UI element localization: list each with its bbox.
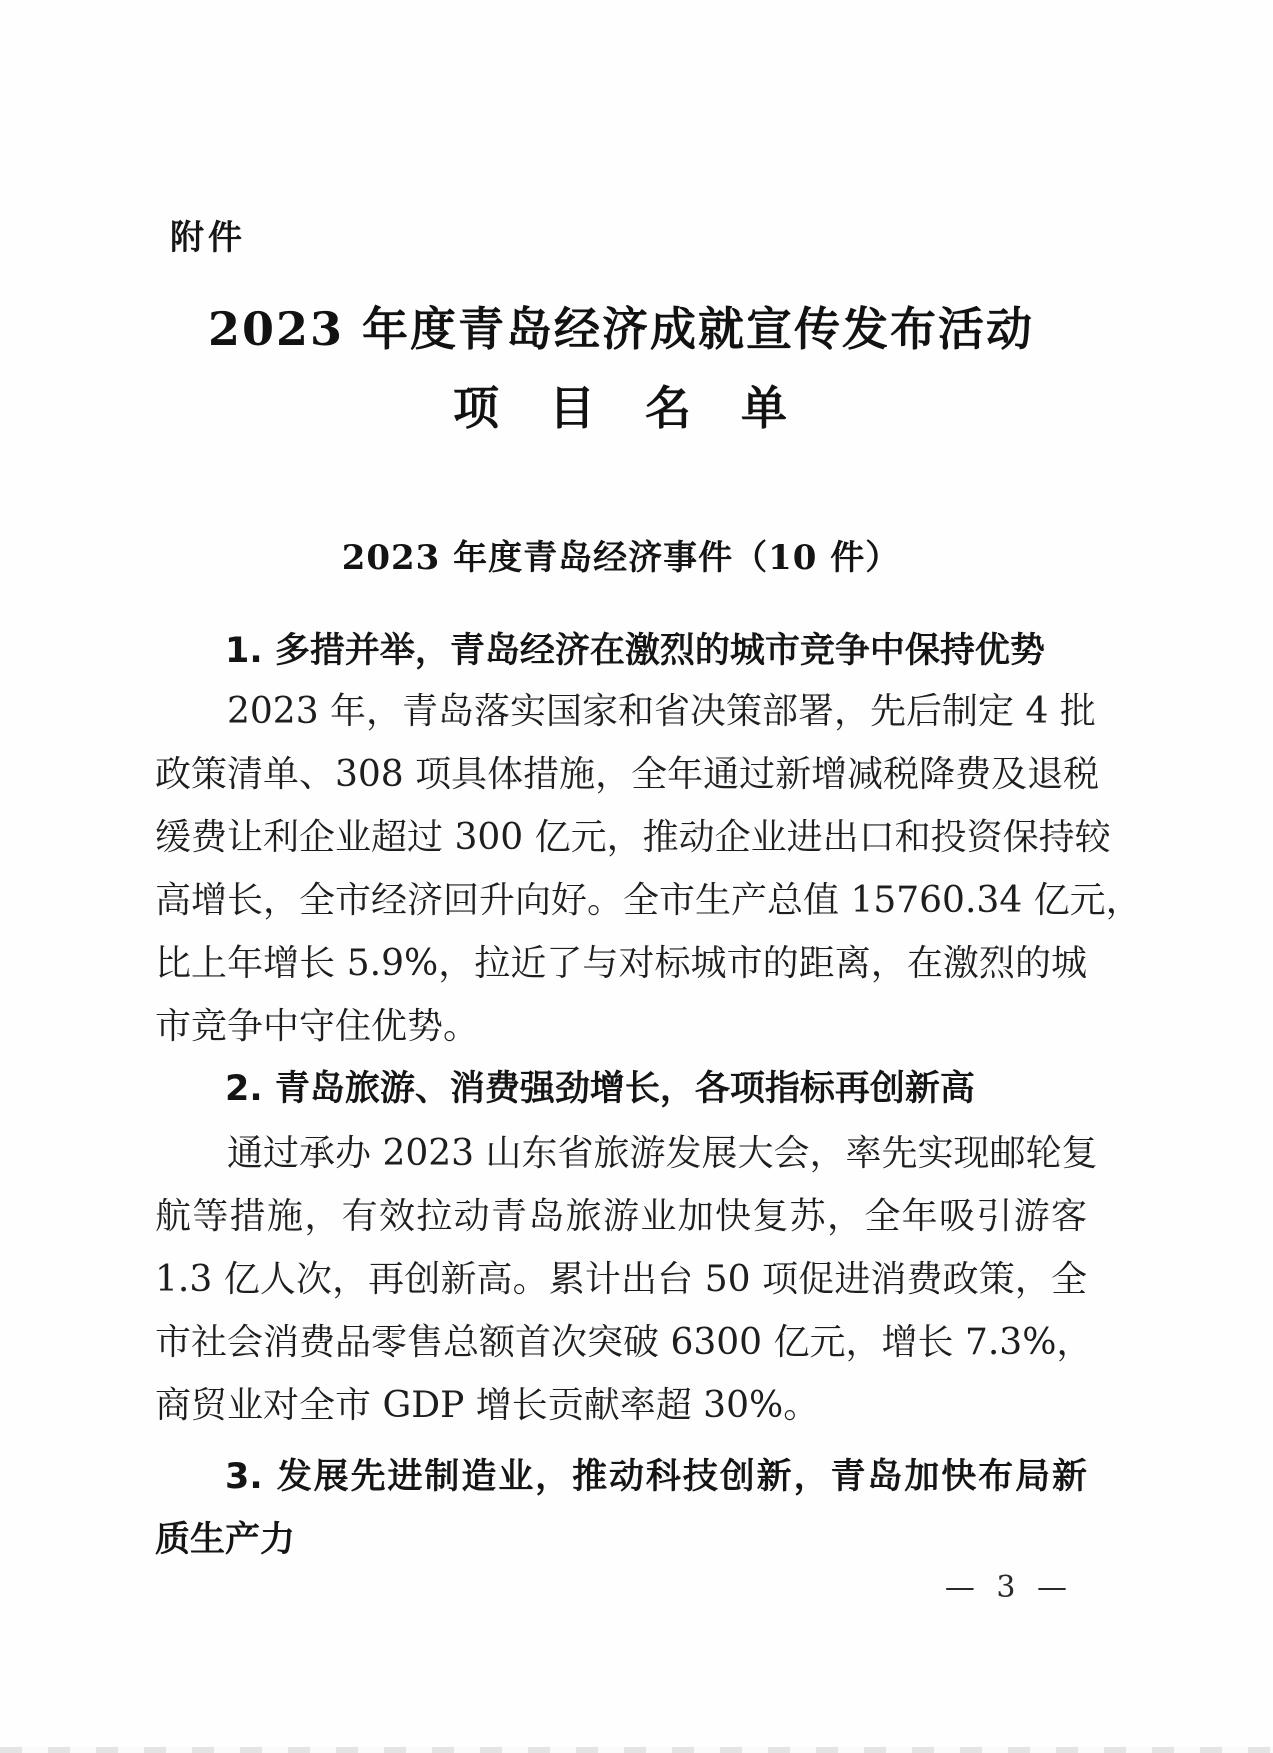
item-3-heading-line2: 质生产力 bbox=[155, 1520, 296, 1560]
item-2-heading-text: 2. 青岛旅游、消费强劲增长，各项指标再创新高 bbox=[225, 1069, 975, 1109]
page-number: — 3 — bbox=[944, 1570, 1073, 1605]
item-3-heading-line1: 3. 发展先进制造业，推动科技创新，青岛加快布局新 bbox=[225, 1457, 1087, 1497]
paragraph-line: 缓费让利企业超过 300 亿元，推动企业进出口和投资保持较 bbox=[155, 817, 1111, 858]
paragraph-line: 航等措施，有效拉动青岛旅游业加快复苏，全年吸引游客 bbox=[155, 1196, 1087, 1237]
item-2-heading bbox=[155, 1066, 1087, 1112]
document-title-line2: 项 目 名 单 bbox=[453, 381, 789, 435]
paragraph-line: 比上年增长 5.9%，拉近了与对标城市的距离，在激烈的城 bbox=[155, 943, 1087, 984]
scan-artifact-bottom-edge bbox=[0, 1747, 1273, 1753]
paragraph-line: 政策清单、308 项具体措施，全年通过新增减税降费及退税 bbox=[155, 754, 1100, 795]
paragraph-line: 商贸业对全市 GDP 增长贡献率超 30%。 bbox=[155, 1385, 820, 1426]
attachment-label: 附件 bbox=[170, 218, 246, 258]
item-3-heading bbox=[155, 1446, 1087, 1572]
paragraph-line: 市竞争中守住优势。 bbox=[155, 1006, 480, 1047]
item-1-paragraph bbox=[155, 680, 1142, 1058]
paragraph-line: 2023 年，青岛落实国家和省决策部署，先后制定 4 批 bbox=[227, 691, 1096, 732]
paragraph-line: 市社会消费品零售总额首次突破 6300 亿元，增长 7.3%， bbox=[155, 1322, 1093, 1363]
item-1-heading-text: 1. 多措并举，青岛经济在激烈的城市竞争中保持优势 bbox=[225, 631, 1045, 671]
paragraph-line: 通过承办 2023 山东省旅游发展大会，率先实现邮轮复 bbox=[227, 1133, 1098, 1174]
item-1-heading bbox=[155, 628, 1087, 674]
item-2-paragraph bbox=[155, 1122, 1098, 1437]
paragraph-line: 高增长，全市经济回升向好。全市生产总值 15760.34 亿元， bbox=[155, 880, 1142, 921]
paragraph-line: 1.3 亿人次，再创新高。累计出台 50 项促进消费政策，全 bbox=[155, 1259, 1087, 1300]
section-header: 2023 年度青岛经济事件（10 件） bbox=[341, 538, 901, 578]
document-title-line1: 2023 年度青岛经济成就宣传发布活动 bbox=[207, 302, 1035, 356]
